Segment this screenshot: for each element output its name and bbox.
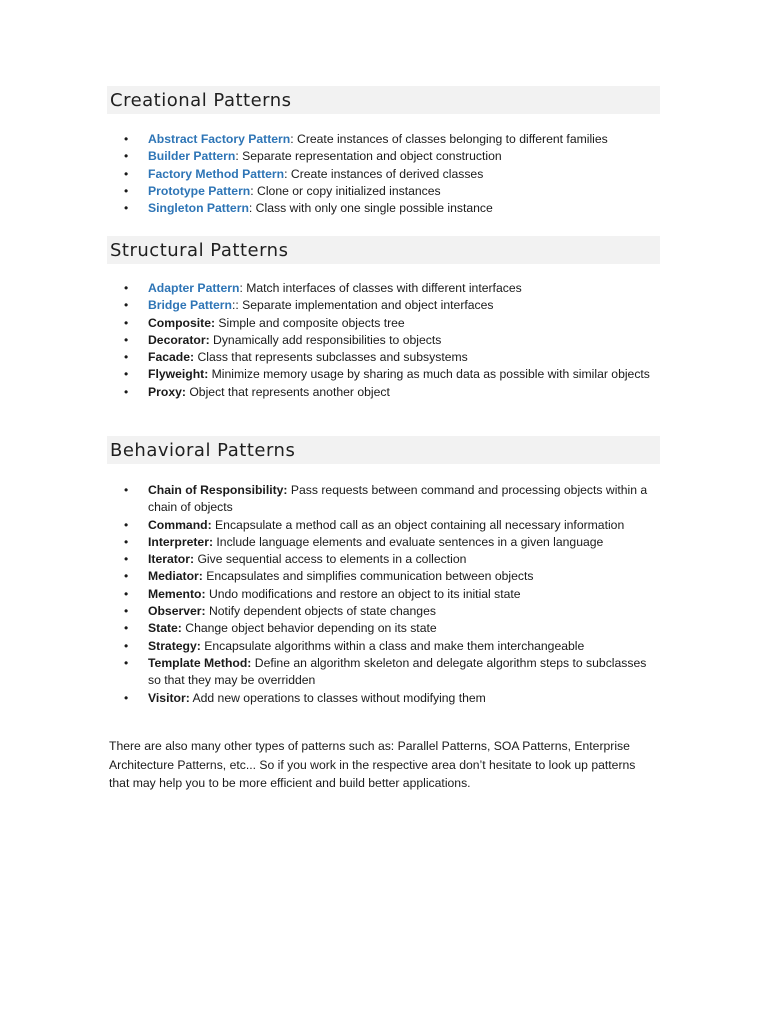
creational-heading: Creational Patterns [107, 86, 660, 114]
list-item [107, 568, 660, 585]
item-description: Notify dependent objects of state changes [205, 604, 436, 619]
item-term: Interpreter: [148, 534, 214, 549]
list-item [107, 280, 660, 297]
list-item [107, 638, 660, 655]
item-description: Separate implementation and object interfaces [238, 298, 494, 313]
list-item [107, 183, 660, 200]
item-description: Undo modifications and restore an object to its initial state [205, 586, 521, 601]
item-description: Give sequential access to elements in a collection [194, 552, 467, 567]
item-term: Chain of Responsibility: [148, 483, 288, 497]
creational-list [107, 131, 660, 217]
item-term: Iterator: [148, 552, 195, 567]
item-term: Proxy: [148, 384, 186, 399]
structural-section [107, 236, 660, 401]
item-term: Facade: [148, 350, 195, 365]
item-description: Change object behavior depending on its state [181, 621, 437, 636]
item-separator: : [248, 201, 253, 216]
item-description: Separate representation and object construction [238, 149, 502, 164]
structural-heading: Structural Patterns [107, 236, 660, 264]
item-separator: : [235, 149, 239, 164]
list-item [107, 297, 660, 314]
item-description: Define an algorithm skeleton and delegate algorithm steps to subclasses so that they may be overridden [148, 655, 647, 688]
item-separator: : [290, 132, 294, 146]
item-description: Clone or copy initialized instances [253, 183, 441, 198]
creational-section [107, 86, 660, 217]
list-item [107, 603, 660, 620]
list-item [107, 315, 660, 332]
item-term: Strategy: [148, 638, 201, 653]
item-description: Simple and composite objects tree [215, 315, 405, 330]
item-description: Dynamically add responsibilities to objects [209, 332, 442, 347]
item-term: Observer: [148, 604, 206, 619]
list-item [107, 384, 660, 401]
bridge-link[interactable]: Bridge Pattern [148, 298, 232, 313]
item-term: Decorator: [148, 332, 210, 347]
item-description: Pass requests between command and processing objects within a chain of objects [148, 483, 648, 515]
builder-link[interactable]: Builder Pattern [148, 149, 236, 164]
list-item [107, 690, 660, 707]
item-description: Include language elements and evaluate sentences in a given language [213, 534, 604, 549]
behavioral-section [107, 436, 660, 707]
prototype-link[interactable]: Prototype Pattern [148, 183, 251, 198]
item-term: Mediator: [148, 569, 203, 584]
list-item [107, 517, 660, 534]
item-description: Class with only one single possible instance [252, 201, 493, 216]
list-item [107, 586, 660, 603]
item-term: Command: [148, 517, 212, 532]
item-description: Class that represents subclasses and subsystems [194, 350, 468, 365]
list-item [107, 534, 660, 551]
list-item [107, 148, 660, 165]
behavioral-list [107, 482, 660, 707]
item-description: Create instances of derived classes [287, 166, 484, 181]
list-item [107, 349, 660, 366]
item-separator: :: [231, 298, 239, 313]
structural-list [107, 280, 660, 401]
item-description: Encapsulate a method call as an object containing all necessary information [211, 517, 625, 532]
item-description: Add new operations to classes without modifying them [189, 690, 486, 705]
item-separator: : [239, 281, 243, 295]
item-term: Composite: [148, 315, 216, 330]
item-term: Memento: [148, 586, 206, 601]
item-term: Flyweight: [148, 367, 209, 382]
item-description: Encapsulate algorithms within a class and make them interchangeable [200, 638, 585, 653]
list-item [107, 131, 660, 148]
item-description: Match interfaces of classes with different interfaces [242, 281, 522, 295]
list-item [107, 655, 660, 690]
behavioral-heading: Behavioral Patterns [107, 436, 660, 464]
singleton-link[interactable]: Singleton Pattern [148, 201, 249, 216]
item-separator: : [284, 166, 288, 181]
factory-method-link[interactable]: Factory Method Pattern [148, 166, 285, 181]
list-item [107, 366, 660, 383]
item-term: State: [148, 621, 182, 636]
item-term: Template Method: [148, 655, 252, 670]
list-item [107, 200, 660, 217]
list-item [107, 551, 660, 568]
abstract-factory-link[interactable]: Abstract Factory Pattern [148, 132, 291, 146]
adapter-link[interactable]: Adapter Pattern [148, 281, 240, 295]
item-term: Visitor: [148, 690, 190, 705]
list-item [107, 166, 660, 183]
list-item [107, 332, 660, 349]
item-description: Create instances of classes belonging to different families [293, 132, 608, 146]
item-description: Minimize memory usage by sharing as much data as possible with similar objects [208, 367, 650, 382]
list-item [107, 620, 660, 637]
closing-paragraph: There are also many other types of patterns such as: Parallel Patterns, SOA Patterns, Enterprise Architecture Patterns, etc... So if you work in the respective area don’t hesitate to look up patterns that may help you to be more efficient and build better applications. [109, 739, 636, 791]
item-separator: : [250, 183, 254, 198]
item-description: Encapsulates and simplifies communication between objects [202, 569, 534, 584]
list-item [107, 482, 660, 517]
item-description: Object that represents another object [185, 384, 390, 399]
